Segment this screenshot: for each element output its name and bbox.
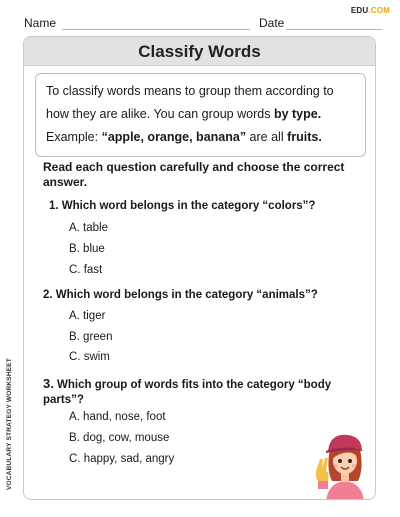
answer-option[interactable]: C. fast [69,264,103,276]
worksheet-card [23,36,376,500]
answer-option[interactable]: B. blue [69,243,105,255]
info-line-2-bold: by type. [273,107,322,121]
info-line-2 [46,103,355,126]
date-line[interactable] [286,29,382,30]
info-line-3-prefix: Example: [46,130,102,144]
girl-illustration [316,429,374,500]
question-3 [43,376,338,408]
question-1 [49,199,339,214]
info-line-3 [46,126,355,149]
question-text: Which group of words fits into the category “body parts”? [43,379,332,406]
date-label: Date [259,16,285,30]
info-line-2-text: how they are alike. You can group words [46,107,274,121]
question-number: 3. [43,376,54,391]
info-line-1: To classify words means to group them according to [46,84,334,98]
info-line-3-category: fruits. [287,130,322,144]
info-box [35,73,366,157]
answer-option[interactable]: B. dog, cow, mouse [69,432,170,444]
question-number: 1. [49,200,59,212]
answer-option[interactable]: C. swim [69,351,110,363]
name-label: Name [24,16,57,30]
answer-option[interactable]: B. green [69,331,113,343]
name-line[interactable] [62,29,250,30]
worksheet-title: Classify Words [24,37,375,66]
instructions: Read each question carefully and choose the correct answer. [43,160,345,189]
name-date-row [24,14,382,34]
answer-option[interactable]: A. tiger [69,310,106,322]
answer-option[interactable]: C. happy, sad, angry [69,453,175,465]
question-number: 2. [43,289,53,301]
answer-option[interactable]: A. table [69,222,108,234]
question-text: Which word belongs in the category “colors”? [61,200,316,212]
brand-suffix: .COM [368,6,390,15]
info-line-3-example: “apple, orange, banana” [101,130,247,144]
side-label: VOCABULARY STRATEGY WORKSHEET [6,358,13,490]
answer-option[interactable]: A. hand, nose, foot [69,411,166,423]
brand-name: EDU [350,6,369,15]
info-line-3-middle: are all [246,130,288,144]
question-text: Which word belongs in the category “animals”? [55,289,318,301]
question-2 [43,288,333,303]
